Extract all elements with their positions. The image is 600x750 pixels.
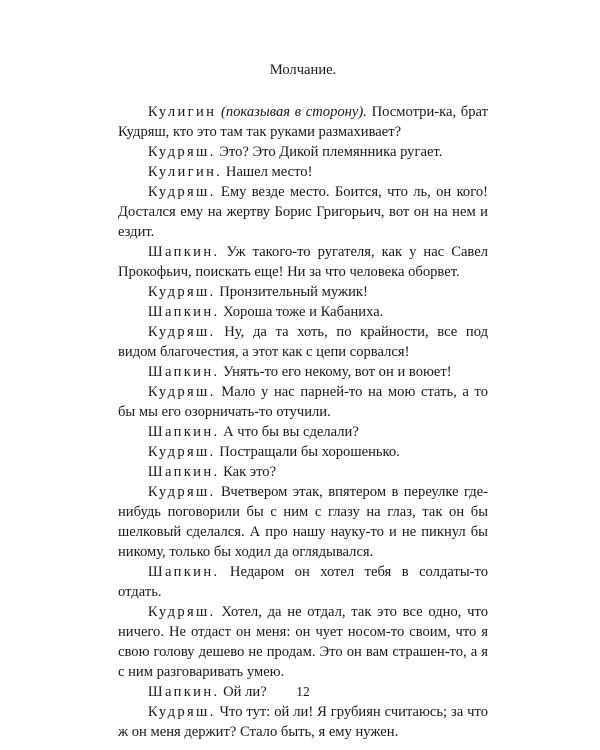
line-text: Что тут: ой ли! Я грубиян считаюсь; за что ж он меня держит? Стало быть, я ему нужен. (118, 704, 488, 740)
line-text: Хотел, да не отдал, так это все одно, что ничего. Не отдаст он меня: он чует носом-то своим, что я свою голову дешево не продам. Это он вам страшен-то, а я с ним разговаривать умею. (118, 604, 488, 680)
speaker-name: Шапкин. (147, 304, 220, 320)
speaker-name: Кудряш. (147, 384, 216, 400)
dialogue (118, 102, 488, 742)
speaker-name: Кудряш. (147, 604, 216, 620)
stage-note: (показывая в сторону). (220, 104, 367, 120)
speaker-name: Шапкин. (147, 564, 220, 580)
line-text: Хороша тоже и Кабаниха. (219, 304, 384, 320)
speaker-name: Кудряш. (147, 284, 216, 300)
dialogue-line (118, 602, 488, 682)
dialogue-line (118, 482, 488, 562)
speaker-name: Шапкин. (147, 244, 220, 260)
speaker-name: Кудряш. (147, 704, 216, 720)
dialogue-line (118, 382, 488, 422)
speaker-name: Кудряш. (147, 184, 216, 200)
dialogue-line (118, 462, 488, 482)
dialogue-line (118, 562, 488, 602)
line-text: Уж такого-то ругателя, как у нас Савел Прокофьич, поискать еще! Ни за что человека оборвет. (118, 244, 488, 280)
line-text: Ну, да та хоть, по крайности, все под видом благочестия, а этот как с цепи сорвался! (118, 324, 488, 360)
page-number: 12 (296, 684, 310, 699)
speaker-name: Кулигин. (147, 164, 223, 180)
line-text: Ой ли? (219, 684, 267, 700)
line-text: Посмотри-ка, брат Кудряш, кто это там так руками размахивает? (118, 104, 489, 140)
dialogue-line (118, 102, 488, 142)
line-text: Мало у нас парней-то на мою стать, а то бы мы его озорничать-то отучили. (118, 384, 488, 420)
dialogue-line (118, 282, 488, 302)
dialogue-line (118, 162, 488, 182)
line-text: Как это? (219, 464, 277, 480)
dialogue-line (118, 442, 488, 462)
stage-direction: Молчание. (269, 62, 337, 78)
speaker-name: Кудряш. (147, 144, 216, 160)
book-page (118, 60, 489, 740)
line-text: Это? Это Дикой племянника ругает. (215, 144, 443, 160)
dialogue-line (118, 362, 488, 382)
line-text: Вчетвером этак, впятером в переулке где-нибудь поговорили бы с ним с глазу на глаз, так он бы шелковый сделался. А про нашу науку-то и не пикнул бы никому, только бы ходил да оглядывался. (118, 484, 488, 560)
speaker-name: Шапкин. (147, 684, 220, 700)
speaker-name: Шапкин. (147, 464, 220, 480)
dialogue-line (118, 242, 488, 282)
line-text: Нашел место! (222, 164, 313, 180)
dialogue-line (118, 702, 488, 742)
speaker-name: Кулигин (147, 104, 217, 120)
dialogue-line (118, 182, 488, 242)
dialogue-line (118, 302, 488, 322)
dialogue-line (118, 322, 488, 362)
line-text: Пронзительный мужик! (215, 284, 368, 300)
line-text: А что бы вы сделали? (219, 424, 359, 440)
dialogue-line (118, 142, 488, 162)
speaker-name: Кудряш. (147, 484, 216, 500)
speaker-name: Кудряш. (147, 324, 216, 340)
dialogue-line (118, 422, 488, 442)
speaker-name: Шапкин. (147, 424, 220, 440)
line-text: Постращали бы хорошенько. (215, 444, 400, 460)
speaker-name: Кудряш. (147, 444, 216, 460)
line-text: Унять-то его некому, вот он и воюет! (219, 364, 452, 380)
line-text: Ему везде место. Боится, что ль, он кого! Достался ему на жертву Борис Григорьич, вот он на нем и ездит. (118, 184, 488, 240)
line-text: Недаром он хотел тебя в солдаты-то отдать. (118, 564, 488, 600)
speaker-name: Шапкин. (147, 364, 220, 380)
